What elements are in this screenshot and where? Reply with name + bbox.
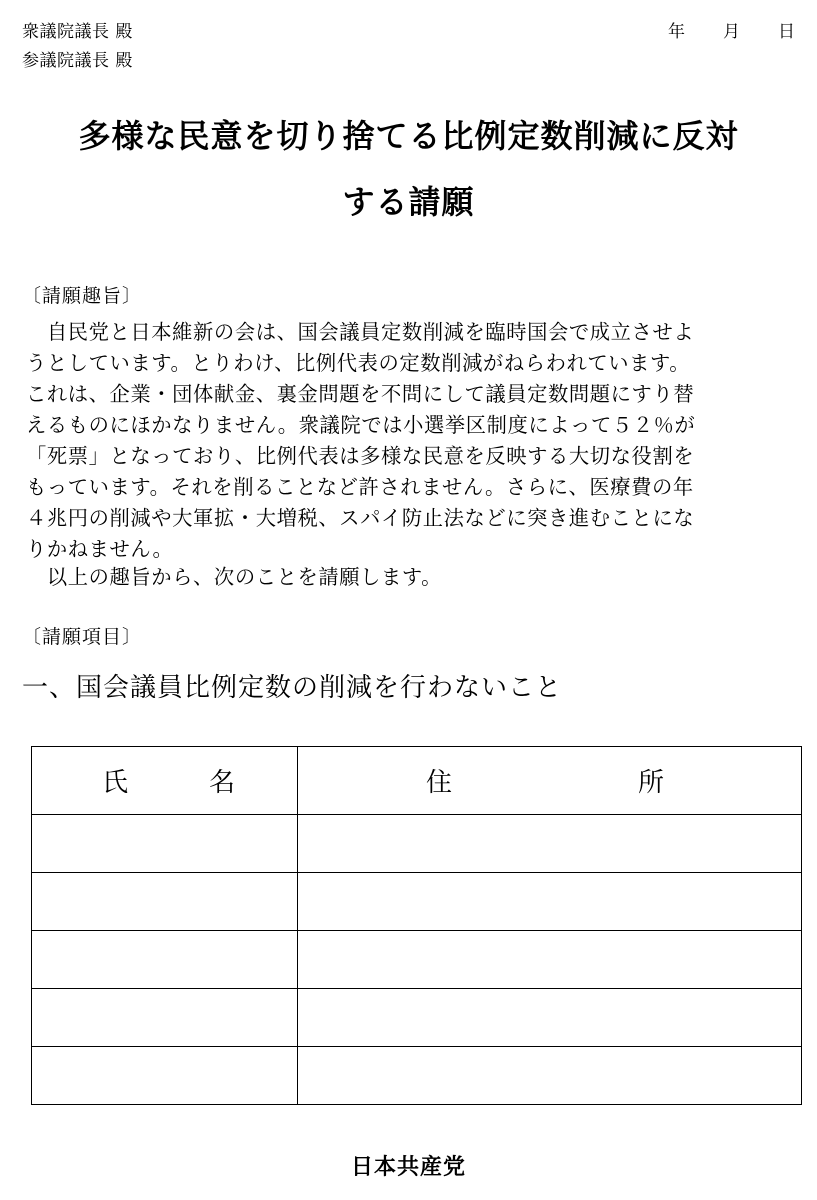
name-cell[interactable] — [32, 873, 298, 931]
petition-title-line-1: 多様な民意を切り捨てる比例定数削減に反対 — [78, 117, 739, 155]
purpose-text-line: えるものにほかなりません。衆議院では小選挙区制度によって５２％が — [26, 413, 696, 437]
address-header-char: 住 — [426, 768, 453, 798]
address-cell[interactable] — [298, 815, 802, 873]
signature-row — [32, 1047, 802, 1105]
purpose-text — [26, 317, 778, 565]
name-cell[interactable] — [32, 815, 298, 873]
date-month-label: 月 — [723, 22, 740, 42]
address-cell[interactable] — [298, 989, 802, 1047]
name-column-header — [32, 747, 298, 815]
purpose-text-line: ４兆円の削減や大軍拡・大増税、スパイ防止法などに突き進むことにな — [26, 506, 695, 530]
purpose-text-line: これは、企業・団体献金、裏金問題を不問にして議員定数問題にすり替 — [26, 382, 695, 406]
address-column-header — [298, 747, 802, 815]
organization-name: 日本共産党 — [350, 1155, 466, 1180]
signature-row — [32, 989, 802, 1047]
purpose-text-line: 「死票」となっており、比例代表は多様な民意を反映する大切な役割を — [26, 444, 695, 468]
purpose-heading: 〔請願趣旨〕 — [22, 285, 143, 307]
address-cell[interactable] — [298, 931, 802, 989]
address-header-char: 所 — [637, 768, 664, 798]
signature-row — [32, 815, 802, 873]
signature-table — [31, 746, 802, 1105]
name-cell[interactable] — [32, 931, 298, 989]
purpose-closing — [26, 562, 778, 593]
name-header-char: 名 — [208, 768, 235, 798]
date-year-label: 年 — [668, 22, 685, 42]
date-line — [668, 21, 795, 43]
name-header-char: 氏 — [102, 768, 129, 798]
address-cell[interactable] — [298, 873, 802, 931]
purpose-closing-line: 以上の趣旨から、次のことを請願します。 — [26, 565, 443, 589]
addressee-house-of-representatives: 衆議院議長 殿 — [22, 22, 133, 42]
purpose-text-line: もっています。それを削ることなど許されません。さらに、医療費の年 — [26, 475, 694, 499]
signature-row — [32, 931, 802, 989]
petition-title-line-2: する請願 — [342, 183, 475, 221]
petition-item-1: 一、国会議員比例定数の削減を行わないこと — [22, 673, 563, 703]
name-cell[interactable] — [32, 989, 298, 1047]
addressee-house-of-councillors: 参議院議長 殿 — [22, 51, 133, 71]
signature-table-header — [32, 747, 802, 815]
name-cell[interactable] — [32, 1047, 298, 1105]
purpose-text-line: りかねません。 — [26, 537, 174, 561]
purpose-text-line: うとしています。とりわけ、比例代表の定数削減がねらわれています。 — [26, 351, 691, 375]
signature-row — [32, 873, 802, 931]
purpose-text-line: 自民党と日本維新の会は、国会議員定数削減を臨時国会で成立させよ — [26, 320, 695, 344]
address-cell[interactable] — [298, 1047, 802, 1105]
date-day-label: 日 — [778, 22, 795, 42]
items-heading: 〔請願項目〕 — [22, 626, 143, 648]
